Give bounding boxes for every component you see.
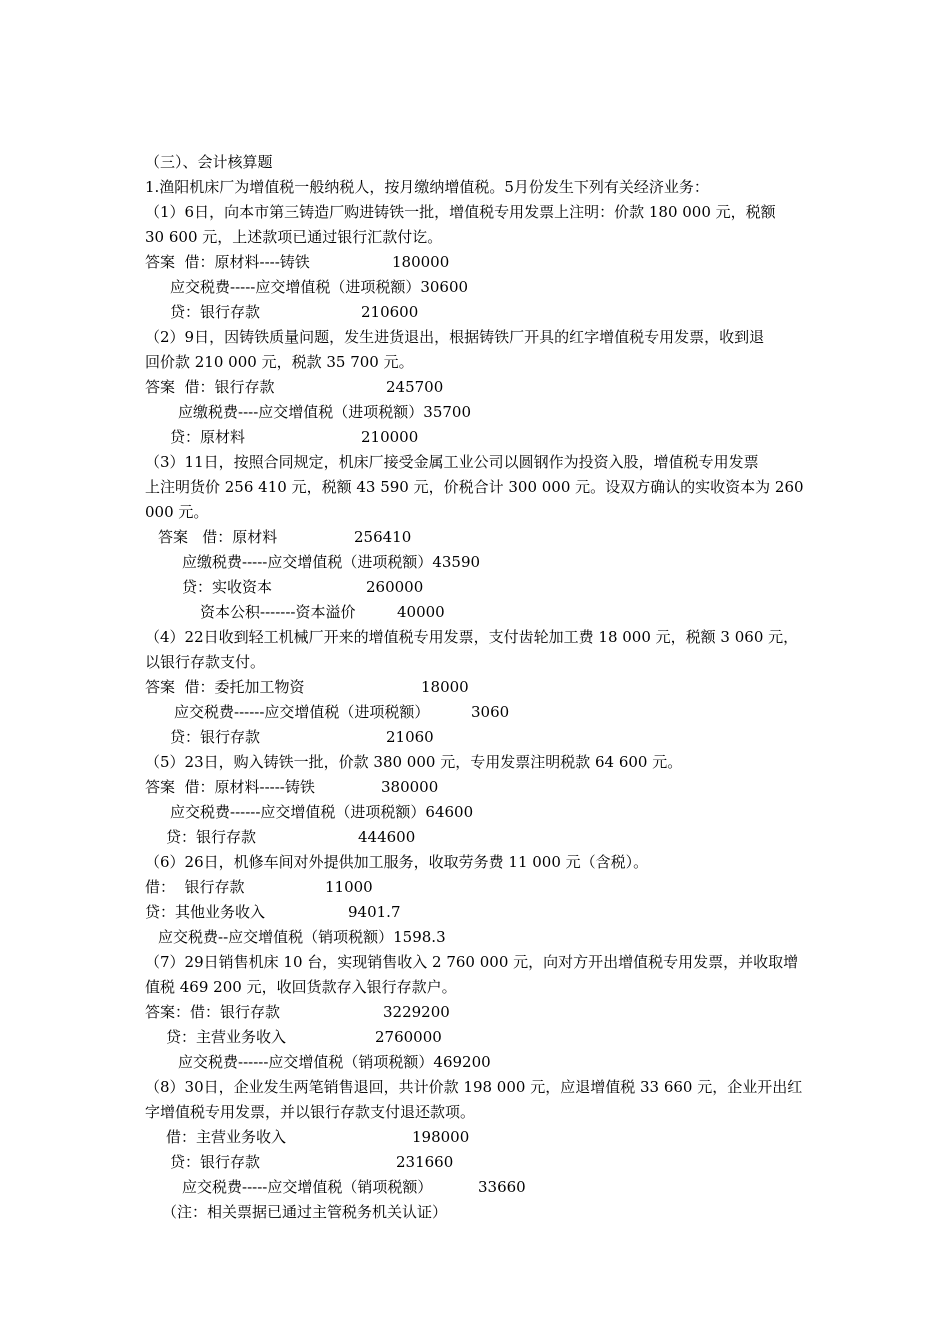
q4-entry-debit2: 应交税费------应交增值税（进项税额） xyxy=(174,703,430,721)
q6-entry-credit: 贷：其他业务收入 xyxy=(145,903,266,921)
q5-entry-debit: 答案 借：原材料-----铸铁 xyxy=(145,778,315,796)
q8-note: （注：相关票据已通过主管税务机关认证） xyxy=(162,1203,448,1221)
q1-text-line1: （1）6日，向本市第三铸造厂购进铸铁一批，增值税专用发票上注明：价款 180 000 元，税额 xyxy=(145,203,776,221)
q7-text-line2: 值税 469 200 元，收回货款存入银行存款户。 xyxy=(145,978,457,996)
q8-entry-credit: 贷：银行存款 xyxy=(170,1153,261,1171)
q1-entry-debit2: 应交税费-----应交增值税（进项税额）30600 xyxy=(170,278,469,296)
q4-text-line1: （4）22日收到轻工机械厂开来的增值税专用发票，支付齿轮加工费 18 000 元，税额 3 060 元， xyxy=(145,628,799,646)
q4-entry-debit-amount: 18000 xyxy=(421,678,469,696)
section-title: （三）、会计核算题 xyxy=(145,153,273,171)
q2-text-line2: 回价款 210 000 元，税款 35 700 元。 xyxy=(145,353,414,371)
q1-entry-debit: 答案 借：原材料----铸铁 xyxy=(145,253,310,271)
q4-entry-debit: 答案 借：委托加工物资 xyxy=(145,678,305,696)
q3-entry-credit-amount: 260000 xyxy=(366,578,424,596)
q8-text-line1: （8）30日，企业发生两笔销售退回，共计价款 198 000 元，应退增值税 33 660 元，企业开出红 xyxy=(145,1078,803,1096)
q6-entry-debit-amount: 11000 xyxy=(325,878,373,896)
q3-entry-debit: 答案 借：原材料 xyxy=(158,528,278,546)
q8-entry-debit-amount: 198000 xyxy=(412,1128,470,1146)
q5-entry-credit: 贷：银行存款 xyxy=(166,828,257,846)
q5-entry-debit-amount: 380000 xyxy=(381,778,439,796)
q3-entry-credit: 贷：实收资本 xyxy=(182,578,273,596)
q2-entry-debit-amount: 245700 xyxy=(386,378,444,396)
q8-entry-credit-amount: 231660 xyxy=(396,1153,454,1171)
q3-entry-debit2: 应缴税费-----应交增值税（进项税额）43590 xyxy=(182,553,481,571)
q2-entry-debit2: 应缴税费----应交增值税（进项税额）35700 xyxy=(178,403,471,421)
q5-entry-credit-amount: 444600 xyxy=(358,828,416,846)
q3-entry-credit2: 资本公积-------资本溢价 xyxy=(200,603,356,621)
q4-entry-debit2-amount: 3060 xyxy=(471,703,510,721)
q7-entry-credit: 贷：主营业务收入 xyxy=(166,1028,287,1046)
q7-entry-credit-amount: 2760000 xyxy=(375,1028,442,1046)
q4-entry-credit: 贷：银行存款 xyxy=(170,728,261,746)
q2-entry-credit-amount: 210000 xyxy=(361,428,419,446)
q2-entry-debit: 答案 借：银行存款 xyxy=(145,378,275,396)
q1-entry-credit-amount: 210600 xyxy=(361,303,419,321)
q3-text-line3: 000 元。 xyxy=(145,503,209,521)
q1-text-line2: 30 600 元，上述款项已通过银行汇款付讫。 xyxy=(145,228,443,246)
q4-entry-credit-amount: 21060 xyxy=(386,728,434,746)
q6-entry-debit: 借： 银行存款 xyxy=(145,878,245,896)
q3-text-line2: 上注明货价 256 410 元，税额 43 590 元，价税合计 300 000 元。设双方确认的实收资本为 260 xyxy=(145,478,804,496)
q6-entry-credit2: 应交税费--应交增值税（销项税额）1598.3 xyxy=(158,928,446,946)
q6-text-line1: （6）26日，机修车间对外提供加工服务，收取劳务费 11 000 元（含税）。 xyxy=(145,853,649,871)
q8-entry-debit: 借：主营业务收入 xyxy=(166,1128,287,1146)
q6-entry-credit-amount: 9401.7 xyxy=(348,903,401,921)
q3-entry-credit2-amount: 40000 xyxy=(397,603,445,621)
q5-entry-debit2: 应交税费------应交增值税（进项税额）64600 xyxy=(170,803,474,821)
problem-statement: 1.渔阳机床厂为增值税一般纳税人，按月缴纳增值税。5月份发生下列有关经济业务： xyxy=(145,178,709,196)
q8-entry-credit2-amount: 33660 xyxy=(478,1178,526,1196)
q1-entry-credit: 贷：银行存款 xyxy=(170,303,261,321)
q7-text-line1: （7）29日销售机床 10 台，实现销售收入 2 760 000 元，向对方开出增值税专用发票，并收取增 xyxy=(145,953,799,971)
q2-text-line1: （2）9日，因铸铁质量问题，发生进货退出，根据铸铁厂开具的红字增值税专用发票，收到退 xyxy=(145,328,765,346)
q1-entry-debit-amount: 180000 xyxy=(392,253,450,271)
q3-entry-debit-amount: 256410 xyxy=(354,528,412,546)
q3-text-line1: （3）11日，按照合同规定，机床厂接受金属工业公司以圆钢作为投资入股，增值税专用发票 xyxy=(145,453,759,471)
q4-text-line2: 以银行存款支付。 xyxy=(145,653,266,671)
q7-entry-debit-amount: 3229200 xyxy=(383,1003,450,1021)
q7-entry-debit: 答案：借：银行存款 xyxy=(145,1003,281,1021)
q7-entry-credit2: 应交税费------应交增值税（销项税额）469200 xyxy=(178,1053,491,1071)
q8-text-line2: 字增值税专用发票，并以银行存款支付退还款项。 xyxy=(145,1103,476,1121)
q5-text-line1: （5）23日，购入铸铁一批，价款 380 000 元，专用发票注明税款 64 600 元。 xyxy=(145,753,683,771)
q8-entry-credit2: 应交税费-----应交增值税（销项税额） xyxy=(182,1178,433,1196)
q2-entry-credit: 贷：原材料 xyxy=(170,428,246,446)
